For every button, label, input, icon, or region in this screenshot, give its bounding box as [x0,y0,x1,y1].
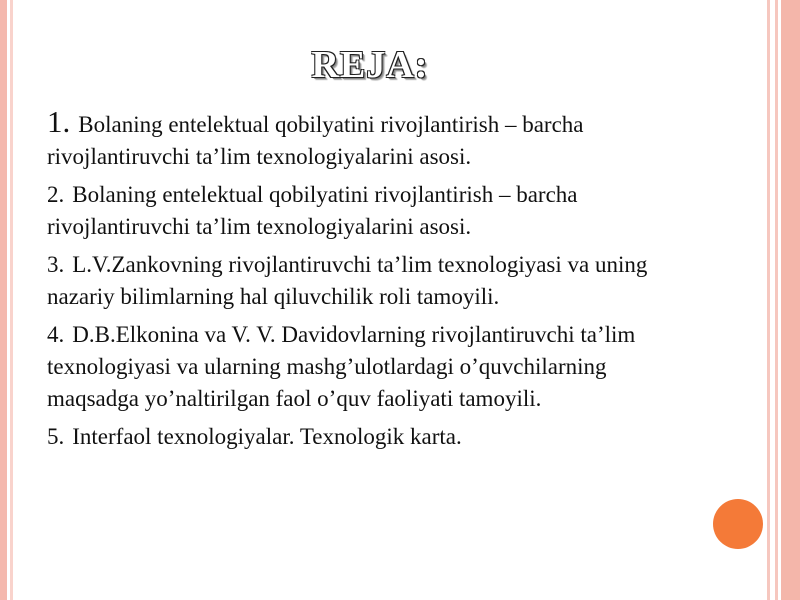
orange-circle-decoration [713,499,763,549]
item-text: L.V.Zankovning rivojlantiruvchi ta’lim texnologiyasi va uning nazariy bilimlarning hal qiluvchilik roli tamoyili. [47,252,648,309]
plan-item [47,106,697,173]
left-border-bar [0,0,7,600]
item-number: 1. [47,104,71,139]
item-text: D.B.Elkonina va V. V. Davidovlarning rivojlantiruvchi ta’lim texnologiyasi va ularning mashg’ulotlardagi o’quvchilarning maqsadga yo’naltirilgan faol o’quv faoliyati tamoyili. [47,322,636,411]
item-number: 2. [47,182,65,207]
left-border-bar-inner [10,0,13,600]
item-number: 5. [47,424,65,449]
item-text: Bolaning entelektual qobilyatini rivojlantirish – barcha rivojlantiruvchi ta’lim texnologiyalarini asosi. [47,182,578,239]
item-text: Bolaning entelektual qobilyatini rivojlantirish – barcha rivojlantiruvchi ta’lim texnologiyalarini asosi. [47,112,584,169]
right-border-line [767,0,770,600]
item-number: 3. [47,252,65,277]
plan-item [47,421,697,453]
plan-item [47,319,697,415]
item-text: Interfaol texnologiyalar. Texnologik karta. [72,424,462,449]
slide-title: REJA: [311,44,429,86]
right-border-bar [781,0,800,600]
plan-list [47,106,697,459]
right-border-line [775,0,778,600]
plan-item [47,179,697,243]
item-number: 4. [47,322,65,347]
plan-item [47,249,697,313]
